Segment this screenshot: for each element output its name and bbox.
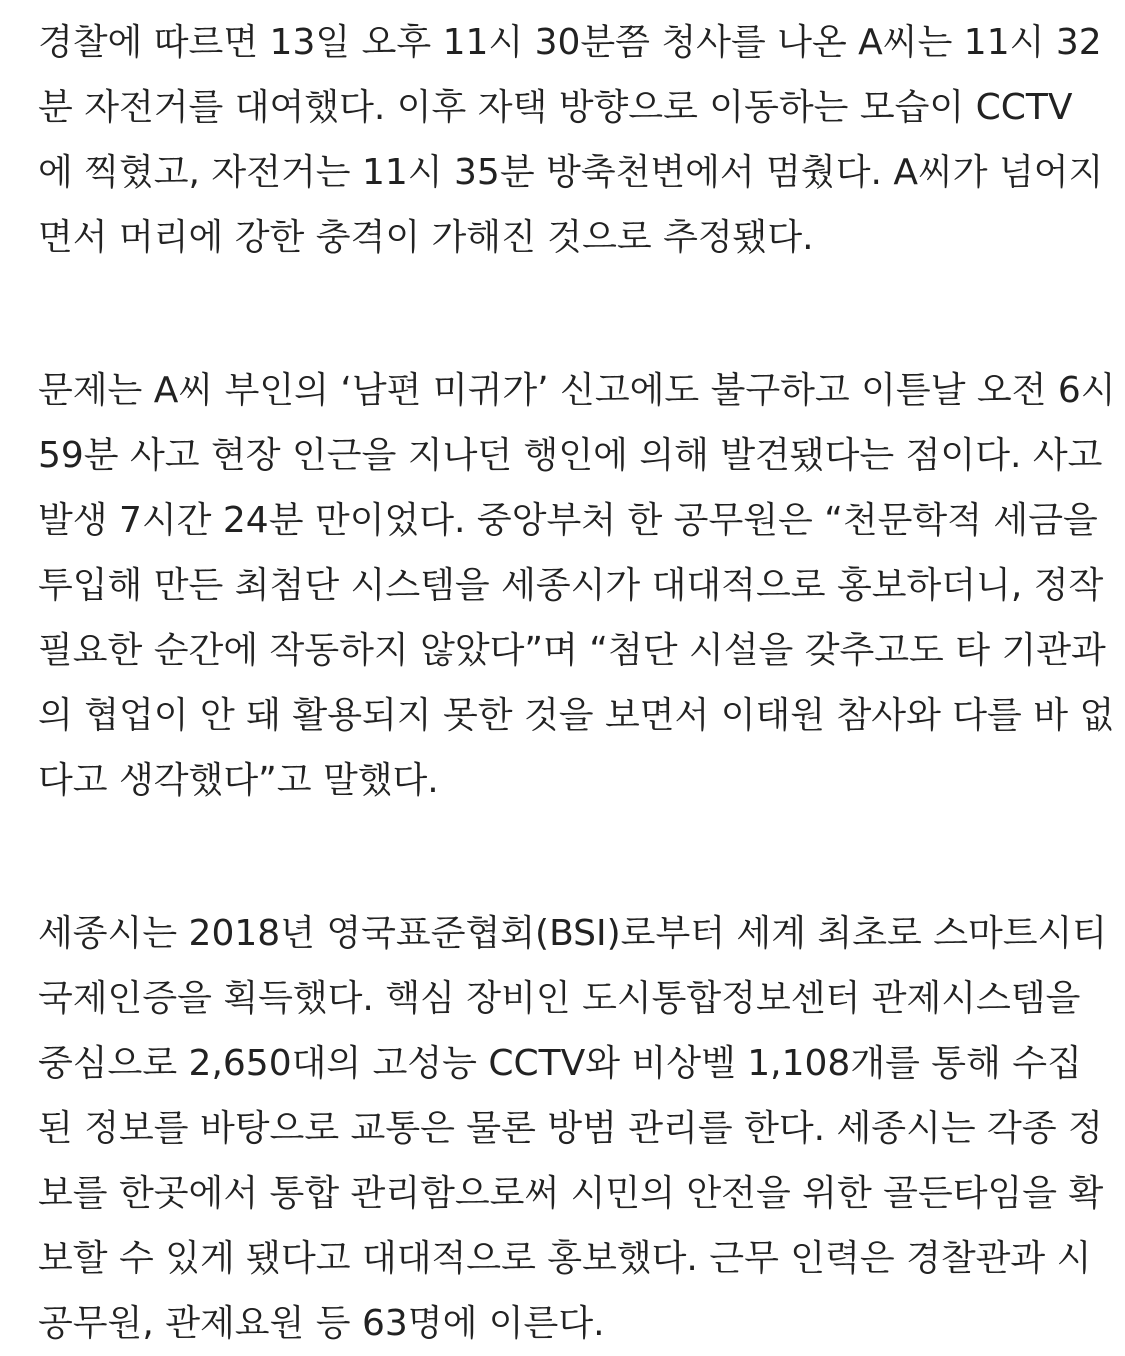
text-line: 보를 한곳에서 통합 관리함으로써 시민의 안전을 위한 골든타임을 확 bbox=[38, 1173, 1104, 1214]
text-line: 다고 생각했다”고 말했다. bbox=[38, 760, 439, 801]
text-line: 공무원, 관제요원 등 63명에 이른다. bbox=[38, 1303, 605, 1344]
text-line: 문제는 A씨 부인의 ‘남편 미귀가’ 신고에도 불구하고 이튿날 오전 6시 bbox=[38, 370, 1116, 411]
paragraph bbox=[38, 901, 1108, 1356]
paragraph bbox=[38, 10, 1104, 270]
text-line: 분 자전거를 대여했다. 이후 자택 방향으로 이동하는 모습이 CCTV bbox=[38, 87, 1073, 128]
text-line: 된 정보를 바탕으로 교통은 물론 방범 관리를 한다. 세종시는 각종 정 bbox=[38, 1108, 1103, 1149]
text-line: 투입해 만든 최첨단 시스템을 세종시가 대대적으로 홍보하더니, 정작 bbox=[38, 565, 1104, 606]
text-line: 중심으로 2,650대의 고성능 CCTV와 비상벨 1,108개를 통해 수집 bbox=[38, 1043, 1082, 1084]
text-line: 에 찍혔고, 자전거는 11시 35분 방축천변에서 멈췄다. A씨가 넘어지 bbox=[38, 152, 1104, 193]
text-line: 59분 사고 현장 인근을 지나던 행인에 의해 발견됐다는 점이다. 사고 bbox=[38, 435, 1103, 476]
text-line: 의 협업이 안 돼 활용되지 못한 것을 보면서 이태원 참사와 다를 바 없 bbox=[38, 695, 1115, 736]
text-line: 발생 7시간 24분 만이었다. 중앙부처 한 공무원은 “천문학적 세금을 bbox=[38, 500, 1098, 541]
text-line: 국제인증을 획득했다. 핵심 장비인 도시통합정보센터 관제시스템을 bbox=[38, 978, 1081, 1019]
text-line: 면서 머리에 강한 충격이 가해진 것으로 추정됐다. bbox=[38, 217, 814, 258]
text-line: 보할 수 있게 됐다고 대대적으로 홍보했다. 근무 인력은 경찰관과 시 bbox=[38, 1238, 1092, 1279]
text-line: 필요한 순간에 작동하지 않았다”며 “첨단 시설을 갖추고도 타 기관과 bbox=[38, 630, 1106, 671]
text-line: 세종시는 2018년 영국표준협회(BSI)로부터 세계 최초로 스마트시티 bbox=[38, 913, 1108, 954]
article-body bbox=[38, 0, 1116, 1356]
paragraph bbox=[38, 358, 1116, 813]
text-line: 경찰에 따르면 13일 오후 11시 30분쯤 청사를 나온 A씨는 11시 32 bbox=[38, 22, 1102, 63]
